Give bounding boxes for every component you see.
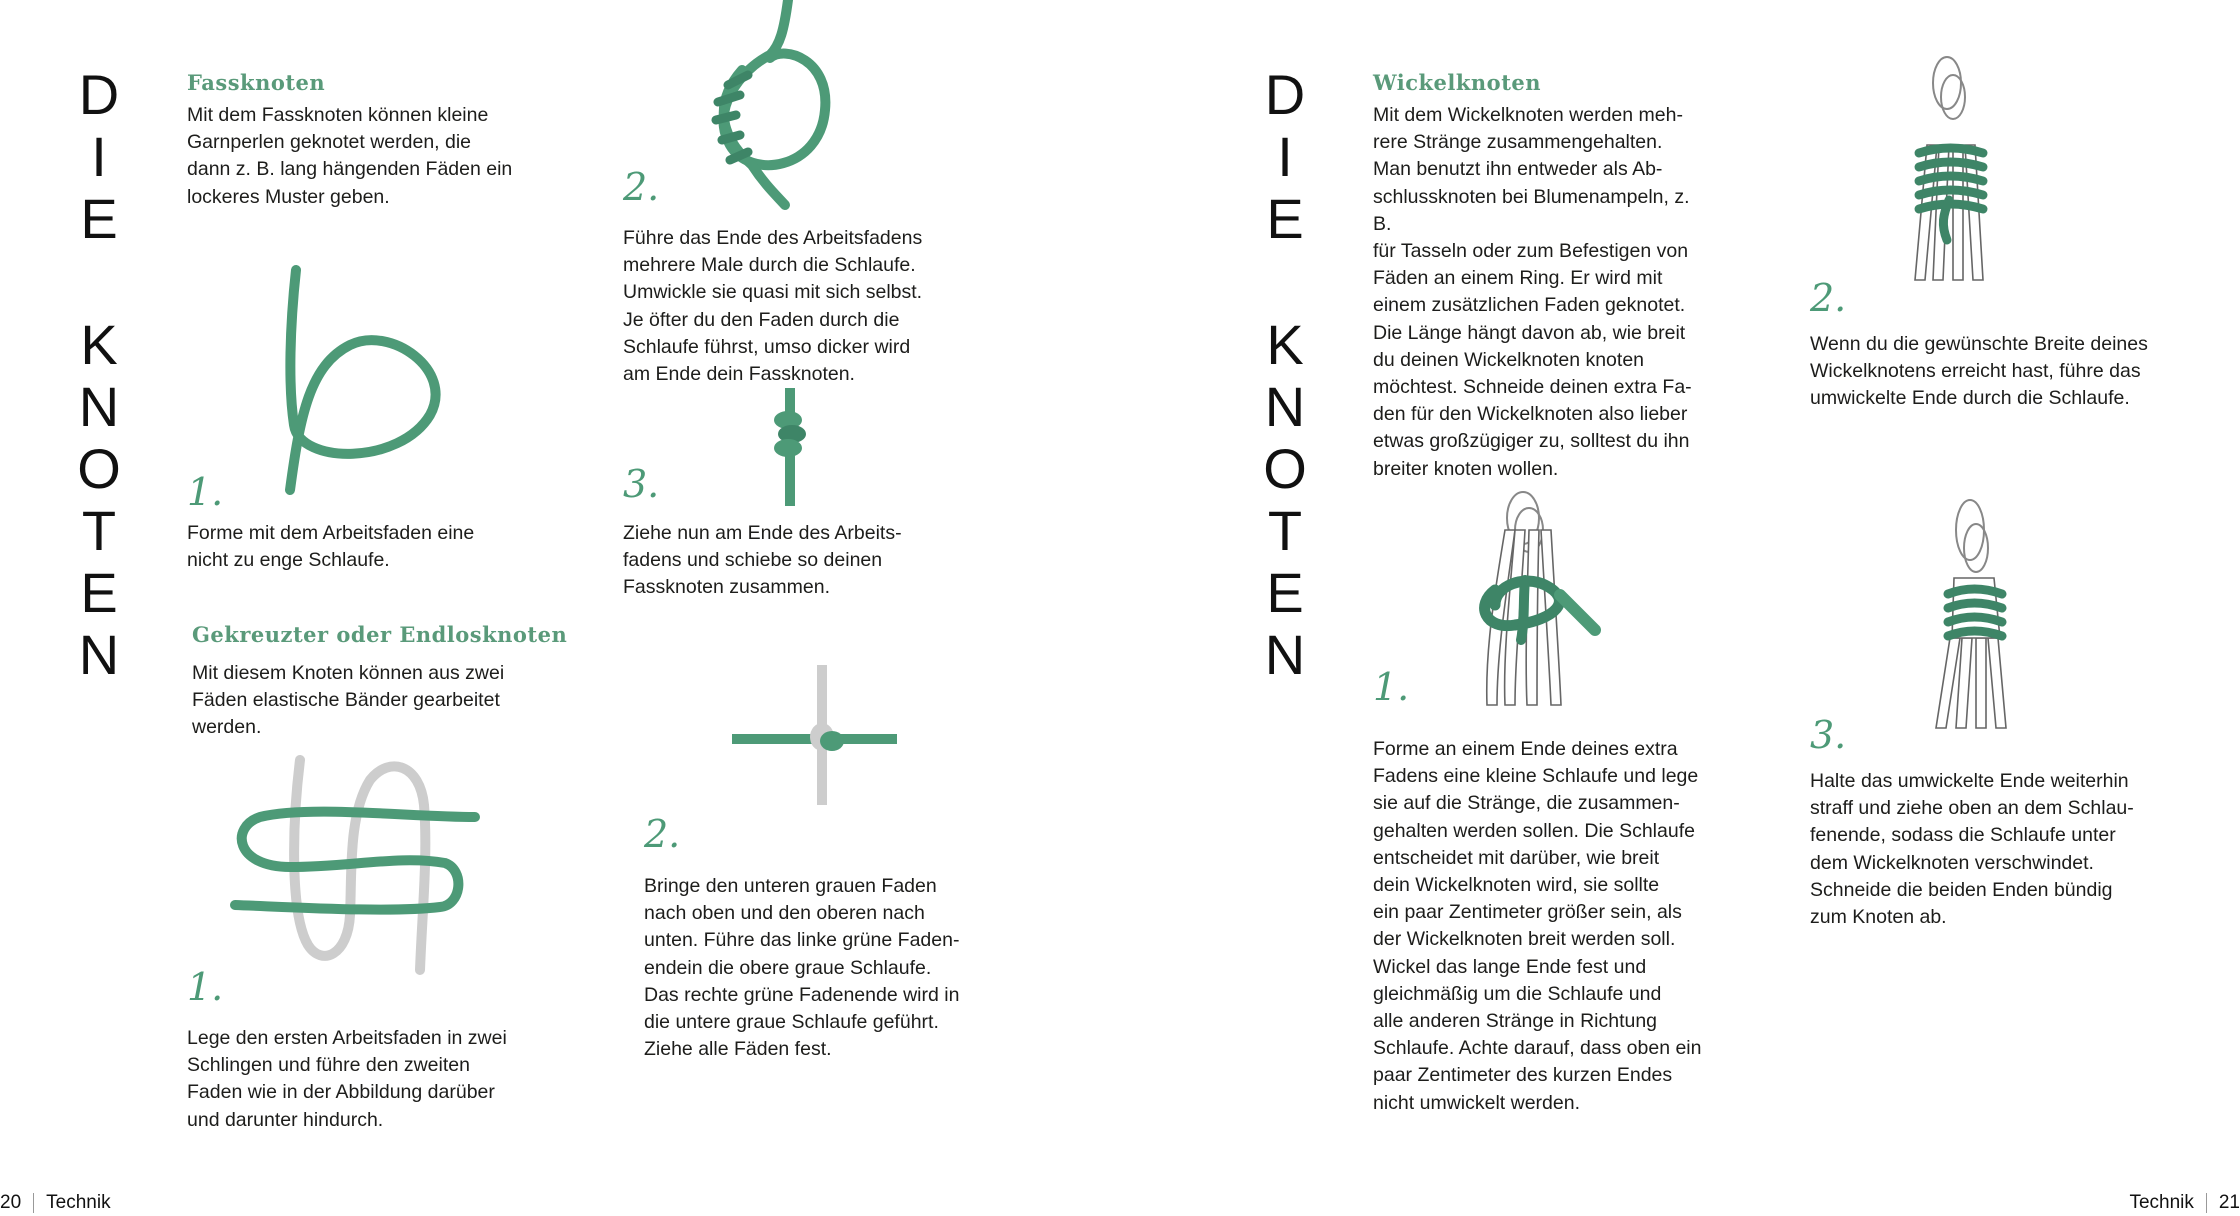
- title-letter: D: [1264, 63, 1306, 126]
- right-footer: [2129, 1192, 2240, 1214]
- endlos-step2-number: 2.: [644, 812, 681, 856]
- fassknoten-intro: Mit dem Fassknoten können kleine Garnperlen geknotet werden, die dann z. B. lang hängenden Fäden ein lockeres Muster geben.: [187, 104, 513, 208]
- title-letter: D: [78, 63, 120, 126]
- title-letter: O: [1263, 437, 1307, 500]
- endlos-step2-text: Bringe den unteren grauen Faden nach oben und den oberen nach unten. Führe das linke grüne Faden- endein die obere graue Schlaufe. Das rechte grüne Fadenende wird in die untere graue Schlaufe geführt. Ziehe alle Fäden fest.: [644, 875, 960, 1061]
- title-letter: N: [1264, 623, 1306, 686]
- endlos-step1-text: Lege den ersten Arbeitsfaden in zwei Schlingen und führe den zweiten Faden wie in der Abbildung darüber und darunter hindurch.: [187, 1027, 507, 1131]
- title-letter: E: [1266, 561, 1304, 624]
- title-letter: O: [77, 437, 121, 500]
- wickel-step3-illustration: [1930, 498, 2020, 733]
- fass-step1-number: 1.: [187, 470, 224, 514]
- wickel-step2-text: Wenn du die gewünschte Breite deines Wickelknotens erreicht hast, führe das umwickelte Ende durch die Schlaufe.: [1810, 333, 2148, 410]
- wickel-step2-illustration: [1905, 55, 1995, 285]
- title-letter: E: [80, 187, 118, 250]
- fass-step1-illustration: [280, 265, 450, 495]
- fass-step3-illustration: [770, 388, 810, 506]
- fass-step2-text: Führe das Ende des Arbeitsfadens mehrere Male durch die Schlaufe. Umwickle sie quasi mit sich selbst. Je öfter du den Faden durch die Schlaufe führst, umso dicker wird am Ende dein Fassknoten.: [623, 227, 923, 386]
- page-number: 20: [0, 1192, 22, 1213]
- title-letter: N: [78, 623, 120, 686]
- section-label: Technik: [46, 1192, 111, 1213]
- footer-divider: [33, 1193, 34, 1213]
- endlos-step1-illustration: [230, 755, 480, 975]
- wickel-step3-text: Halte das umwickelte Ende weiterhin straff und ziehe oben an dem Schlau- fenende, sodass die Schlaufe unter dem Wickelknoten verschwindet. Schneide die beiden Enden bündig zum Knoten ab.: [1810, 770, 2134, 929]
- title-letter: T: [1267, 499, 1303, 562]
- wickel-step2-number: 2.: [1810, 276, 1847, 320]
- wickel-step1-text: Forme an einem Ende deines extra Fadens eine kleine Schlaufe und lege sie auf die Stränge, die zusammen- gehalten werden sollen. Die Schlaufe entscheidet mit darüber, wie breit dein Wickelknoten wird, sie sollte ein paar Zentimeter größer sein, als der Wickelknoten breit werden soll. Wickel das lange Ende fest und gleichmäßig um die Schlaufe und alle anderen Stränge in Richtung Schlaufe. Achte darauf, dass oben ein paar Zentimeter des kurzen Endes nicht umwickelt werden.: [1373, 738, 1702, 1114]
- fass-step2-number: 2.: [623, 165, 660, 209]
- title-letter: E: [80, 561, 118, 624]
- fassknoten-heading: Fassknoten: [187, 70, 326, 95]
- left-vertical-title: [64, 64, 134, 686]
- wickel-step1-number: 1.: [1373, 665, 1410, 709]
- left-footer: [0, 1192, 111, 1214]
- section-label: Technik: [2129, 1192, 2194, 1213]
- endlosknoten-heading: Gekreuzter oder Endlosknoten: [192, 622, 568, 647]
- endlos-step1-number: 1.: [187, 965, 224, 1009]
- wickel-step3-number: 3.: [1810, 713, 1847, 757]
- right-vertical-title: [1250, 64, 1320, 686]
- title-letter: I: [1277, 125, 1293, 188]
- fass-step1-text: Forme mit dem Arbeitsfaden eine nicht zu enge Schlaufe.: [187, 522, 475, 572]
- endlosknoten-intro: Mit diesem Knoten können aus zwei Fäden elastische Bänder gearbeitet werden.: [192, 662, 505, 739]
- title-letter: N: [78, 375, 120, 438]
- title-letter: N: [1264, 375, 1306, 438]
- title-letter: K: [1266, 313, 1304, 376]
- page-number: 21: [2218, 1192, 2240, 1213]
- wickelknoten-intro: Mit dem Wickelknoten werden meh- rere Stränge zusammengehalten. Man benutzt ihn entweder als Ab- schlussknoten bei Blumenampeln, z. B. für Tasseln oder zum Befestigen von Fäden an einem Ring. Er wird mit einem zusätzlichen Faden geknotet. Die Länge hängt davon ab, wie breit du deinen Wickelknoten knoten möchtest. Schneide deinen extra Fa- den für den Wickelknoten also lieber etwas großzügiger zu, solltest du ihn breiter knoten wollen.: [1373, 104, 1692, 480]
- title-letter: T: [81, 499, 117, 562]
- wickel-step1-illustration: [1465, 490, 1605, 710]
- fass-step3-text: Ziehe nun am Ende des Arbeits- fadens und schiebe so deinen Fassknoten zusammen.: [623, 522, 902, 599]
- title-letter: I: [91, 125, 107, 188]
- footer-divider: [2206, 1193, 2207, 1213]
- title-letter: E: [1266, 187, 1304, 250]
- title-letter: K: [80, 313, 118, 376]
- fass-step3-number: 3.: [623, 462, 660, 506]
- fass-step2-illustration: [700, 0, 840, 210]
- endlos-step2-illustration: [732, 665, 897, 805]
- wickelknoten-heading: Wickelknoten: [1373, 70, 1542, 95]
